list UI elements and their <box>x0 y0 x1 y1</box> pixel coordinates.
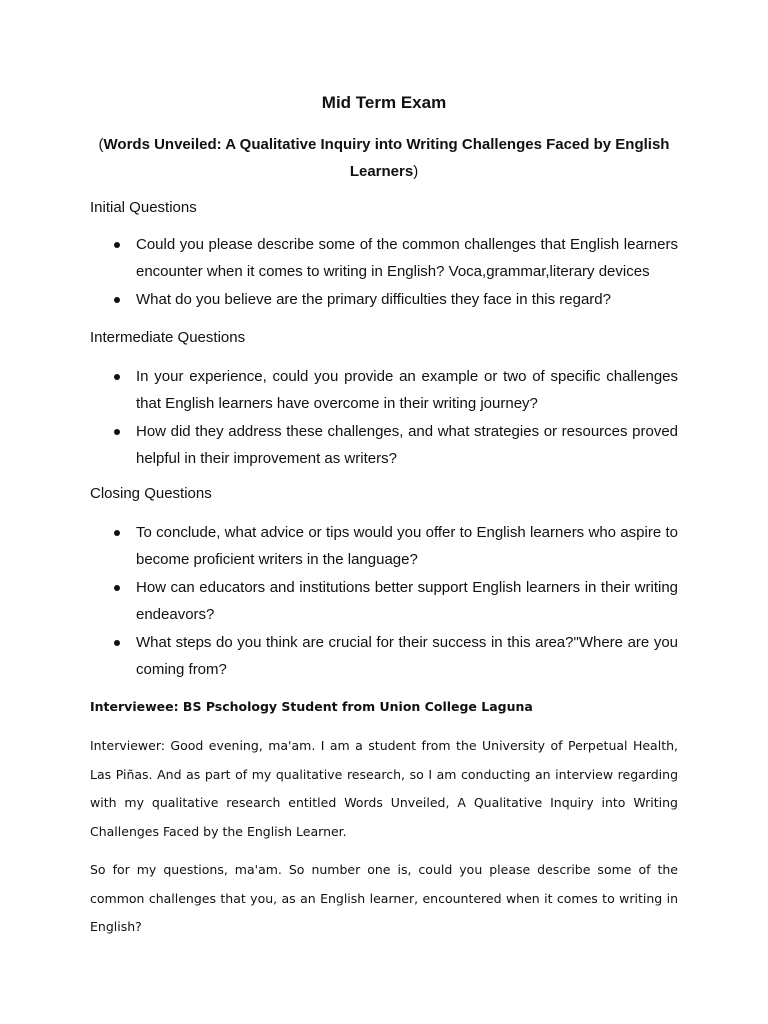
interview-paragraph: So for my questions, ma'am. So number one is, could you please describe some of the common challenges that you, as an English learner, encountered when it comes to writing in English? <box>90 862 678 934</box>
question-text: How can educators and institutions better support English learners in their writing endeavors? <box>136 579 678 623</box>
bullet-icon <box>114 242 120 248</box>
question-list-intermediate <box>90 363 678 473</box>
question-text: What steps do you think are crucial for their success in this area?"Where are you coming from? <box>136 634 678 678</box>
question-item <box>90 574 678 628</box>
question-item <box>90 629 678 683</box>
document-title: Mid Term Exam <box>321 93 447 112</box>
question-list-initial <box>90 231 678 314</box>
bullet-icon <box>114 640 120 646</box>
question-text: Could you please describe some of the common challenges that English learners encounter when it comes to writing in English? Voca,grammar,literary devices <box>136 236 678 280</box>
question-text: To conclude, what advice or tips would you offer to English learners who aspire to become proficient writers in the language? <box>136 524 678 568</box>
bullet-icon <box>114 530 120 536</box>
section-heading-intermediate: Intermediate Questions <box>90 329 246 346</box>
section-heading-closing: Closing Questions <box>90 485 212 502</box>
subtitle-open-paren: ( <box>98 136 104 153</box>
question-item <box>90 363 678 417</box>
bullet-icon <box>114 297 120 303</box>
section-heading-initial: Initial Questions <box>90 199 197 216</box>
question-text: How did they address these challenges, and what strategies or resources proved helpful in their improvement as writers? <box>136 423 678 467</box>
interviewee-line: Interviewee: BS Pschology Student from Union College Laguna <box>90 699 533 714</box>
question-item <box>90 286 678 313</box>
document-subtitle <box>90 131 678 185</box>
question-list-closing <box>90 519 678 684</box>
question-item <box>90 418 678 472</box>
question-text: What do you believe are the primary difficulties they face in this regard? <box>136 291 611 308</box>
subtitle-text: Words Unveiled: A Qualitative Inquiry into Writing Challenges Faced by English Learners <box>103 136 670 180</box>
bullet-icon <box>114 374 120 380</box>
subtitle-close-paren: ) <box>413 163 419 180</box>
question-text: In your experience, could you provide an example or two of specific challenges that English learners have overcome in their writing journey? <box>136 368 678 412</box>
bullet-icon <box>114 585 120 591</box>
bullet-icon <box>114 429 120 435</box>
interview-paragraph: Interviewer: Good evening, ma'am. I am a student from the University of Perpetual Health, Las Piñas. And as part of my qualitative research, so I am conducting an interview regarding with my qualitative research entitled Words Unveiled, A Qualitative Inquiry into Writing Challenges Faced by the English Learner. <box>90 738 678 839</box>
question-item <box>90 519 678 573</box>
question-item <box>90 231 678 285</box>
